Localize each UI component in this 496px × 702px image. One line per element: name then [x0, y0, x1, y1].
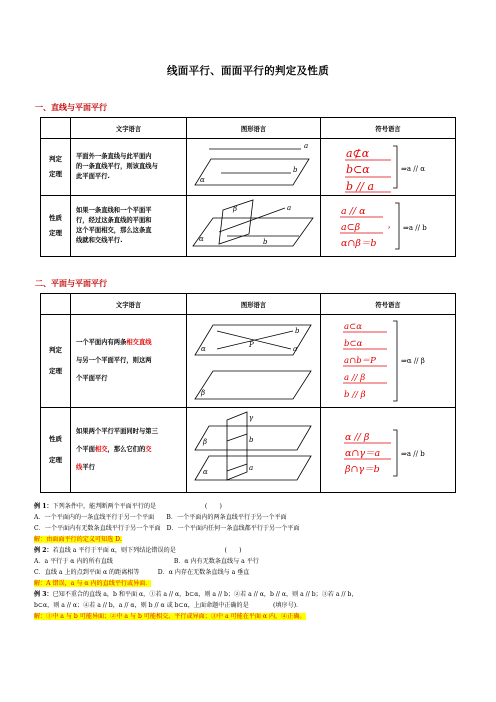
table-header-row — [41, 294, 456, 315]
page-title: 线面平行、面面平行的判定及性质 — [167, 65, 329, 77]
stray-mark: ， — [388, 220, 395, 229]
header-symbol-language: 符号语言 — [321, 118, 456, 139]
example-1-answer: 解：由面面平行的定义可知选 D. — [34, 536, 122, 543]
figure-cell — [187, 315, 321, 408]
example-1-options-ab: A．一个平面内的一条直线平行于另一个平面 B．一个平面内的两条直线平行于另一个平面 — [34, 514, 287, 521]
highlight-intersecting-lines: 相交直线 — [126, 339, 152, 346]
label-b: b — [292, 166, 297, 174]
sym-line-2: b⊂α — [344, 339, 363, 349]
row-label: 性质 定理 — [41, 196, 71, 257]
label-alpha: α — [200, 345, 206, 353]
example-2-question: 例 2：若直线 a 平行于平面 α，则下列结论错误的是 ( ) — [34, 547, 242, 554]
header-text-language: 文字语言 — [71, 118, 187, 139]
label-a: a — [248, 464, 253, 472]
header-figure-language: 图形语言 — [187, 294, 321, 315]
label-alpha: α — [199, 176, 205, 184]
label-b: b — [262, 238, 267, 246]
examples-block — [34, 501, 464, 622]
header-text-language: 文字语言 — [71, 294, 187, 315]
sym-line-3: a∩b＝P — [344, 356, 376, 366]
plane-plane-table — [40, 293, 456, 493]
label-b: b — [294, 327, 299, 335]
three-planes-figure — [189, 408, 319, 488]
theorem-text: 一个平面内有两条相交直线 与另一个平面平行，则这两 个平面平行 — [71, 315, 187, 408]
symbol-block — [321, 140, 455, 194]
row-label: 性质 定理 — [41, 408, 71, 493]
line-plane-table — [40, 117, 456, 257]
symbol-block — [321, 408, 455, 492]
section-heading-line-plane: 一、直线与平面平行 — [35, 103, 107, 112]
sym-line-1: a // α — [341, 206, 366, 217]
sym-line-3: b // a — [346, 180, 375, 193]
example-2-options-ab: A．a 平行于 α 内的所有直线 B．α 内有无数条直线与 a 平行 — [34, 558, 259, 565]
label-beta: β — [200, 389, 205, 397]
conclusion: ⇒a // b — [403, 224, 427, 232]
conclusion: ⇒a // b — [401, 450, 425, 458]
label-beta: β — [232, 205, 237, 213]
symbol-cell — [321, 315, 456, 408]
sym-line-1: a⊂α — [344, 322, 362, 332]
sym-line-2: a⊂β — [341, 222, 361, 233]
header-figure-language: 图形语言 — [187, 118, 321, 139]
label-beta: β — [202, 438, 207, 446]
table-header-row — [41, 118, 456, 139]
symbol-cell — [321, 408, 456, 493]
label-alpha: α — [202, 468, 208, 476]
symbol-block — [321, 315, 455, 407]
figure-cell — [187, 139, 321, 196]
sym-line-3: α∩β＝b — [341, 238, 377, 249]
label-gamma: γ — [248, 414, 253, 422]
example-1-options-cd: C．一个平面内有无数条直线平行于另一个平面 D．一个平面内任何一条直线都平行于另一个平面 — [34, 525, 300, 532]
symbol-cell — [321, 139, 456, 196]
sym-line-2: α∩γ＝a — [345, 448, 381, 459]
example-1-question: 例 1：下列条件中，能判断两个平面平行的是 ( ) — [34, 503, 222, 510]
table-row-property — [41, 408, 456, 493]
theorem-text: 平面外一条直线与此平面内 的一条直线平行，则该直线与 此平面平行. — [71, 139, 187, 196]
sym-line-2: b⊂α — [346, 163, 370, 176]
parallel-planes-figure — [189, 315, 319, 403]
header-symbol-language: 符号语言 — [321, 294, 456, 315]
example-2-answer: 解：A 错误，a 与 α 内的直线平行或异面． — [34, 580, 152, 587]
row-label: 判定 定理 — [41, 315, 71, 408]
symbol-block — [321, 197, 455, 255]
label-a: a — [303, 142, 308, 150]
table-row-determination — [41, 315, 456, 408]
sym-line-5: b // β — [344, 390, 366, 400]
conclusion: ⇒α // β — [401, 357, 425, 365]
table-row-property — [41, 196, 456, 257]
row-label: 判定 定理 — [41, 139, 71, 196]
intersecting-planes-figure — [189, 196, 319, 252]
theorem-text: 如果一条直线和一个平面平 行，经过这条直线的平面和 这个平面相交，那么这条直 线就和交线平行. — [71, 196, 187, 257]
table-row-determination — [41, 139, 456, 196]
sym-line-3: β∩γ＝b — [345, 464, 380, 475]
section-heading-plane-plane: 二、平面与平面平行 — [35, 279, 107, 288]
symbol-cell — [321, 196, 456, 257]
sym-line-1: a⊄α — [346, 147, 370, 160]
conclusion: ⇒a // α — [401, 165, 425, 173]
example-3-question-cont: b⊂α，则 a // α；④若 a // b，a // α，则 b // α 或 b⊂α，上面命题中正确的是 (填序号)． — [34, 602, 303, 609]
label-alpha: α — [198, 235, 204, 243]
example-3-answer: 解：①中 a 与 b 可能异面；②中 a 与 b 可能相交、平行或异面；③中 a 可能在平面 α 内，④正确。 — [34, 613, 306, 620]
label-p: P — [248, 341, 254, 349]
sym-line-4: a // β — [344, 373, 366, 383]
label-a: a — [286, 204, 291, 212]
example-2-options-cd: C．直线 a 上的点到平面 α 的距离相等 D．α 内存在无数条直线与 a 垂直 — [34, 569, 250, 576]
plane-line-figure — [189, 139, 319, 191]
figure-cell — [187, 408, 321, 493]
sym-line-1: α // β — [345, 432, 370, 443]
figure-cell — [187, 196, 321, 257]
label-a: a — [292, 345, 297, 353]
example-3-question: 例 3：已知不重合的直线 a，b 和平面 α，①若 a // α，b⊂α，则 a // b；②若 a // α，b // α，则 a // b；③若 a // b， — [34, 591, 358, 598]
label-b: b — [248, 436, 253, 444]
theorem-text: 如果两个平行平面同时与第三 个平面相交，那么它们的交 线平行 — [71, 408, 187, 493]
highlight-intersect: 相交 — [94, 446, 108, 453]
